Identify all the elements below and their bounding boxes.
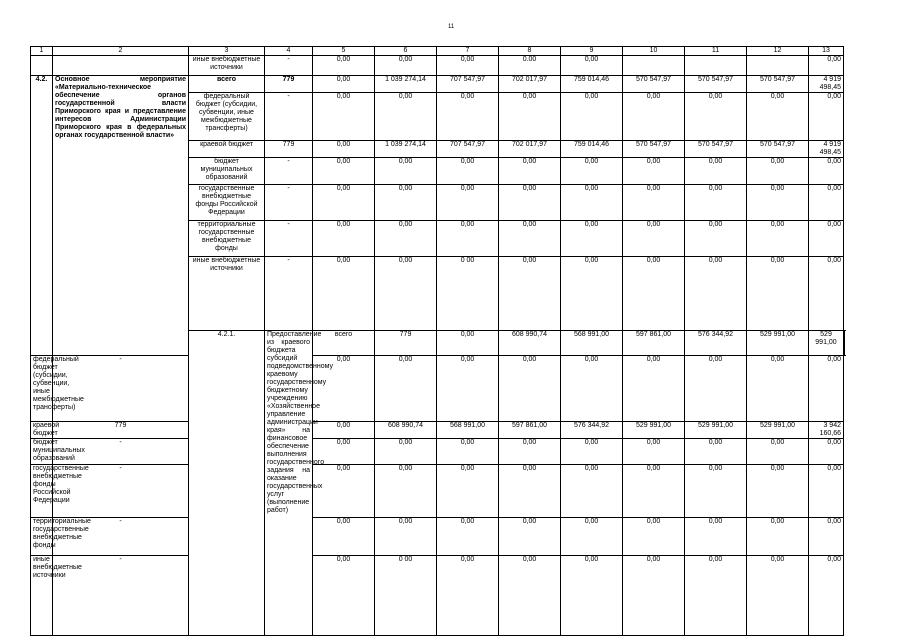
amount-cell: 0,00 [437, 439, 499, 465]
column-number: 9 [561, 47, 623, 56]
budget-code-cell: 779 [375, 331, 437, 356]
budget-code-cell: - [265, 185, 313, 221]
total-amount-cell: 0,00 [809, 356, 844, 422]
table-row [31, 556, 845, 636]
funding-source-cell: краевой бюджет [189, 141, 265, 158]
amount-cell: 0,00 [499, 221, 561, 257]
amount-cell: 0,00 [747, 465, 809, 518]
amount-cell [685, 56, 747, 76]
amount-cell: 0,00 [499, 356, 561, 422]
amount-cell: 576 344,92 [685, 331, 747, 356]
funding-source-cell: федеральный бюджет (субсидии, субвенции, иные межбюджетные трансферты) [31, 356, 53, 422]
amount-cell: 0,00 [685, 158, 747, 185]
amount-cell: 0,00 [375, 158, 437, 185]
amount-cell: 0,00 [437, 185, 499, 221]
amount-cell: 707 547,97 [437, 76, 499, 93]
budget-code-cell: - [53, 556, 189, 636]
amount-cell [623, 56, 685, 76]
amount-cell: 529 991,00 [747, 331, 809, 356]
amount-cell: 0,00 [313, 158, 375, 185]
table-row [31, 56, 845, 76]
amount-cell: 0,00 [375, 221, 437, 257]
column-number: 8 [499, 47, 561, 56]
amount-cell: 529 991,00 [747, 422, 809, 439]
total-amount-cell: 3 942 160,66 [809, 422, 844, 439]
amount-cell: 0,00 [561, 439, 623, 465]
row-number-cell: 4.2.1. [189, 331, 265, 636]
amount-cell: 529 991,00 [623, 422, 685, 439]
amount-cell: 0,00 [437, 56, 499, 76]
amount-cell: 576 344,92 [561, 422, 623, 439]
amount-cell: 0,00 [313, 141, 375, 158]
budget-code-cell: 779 [265, 141, 313, 158]
amount-cell: 0,00 [437, 158, 499, 185]
amount-cell: 0,00 [313, 439, 375, 465]
amount-cell: 570 547,97 [747, 141, 809, 158]
amount-cell: 0,00 [313, 257, 375, 331]
amount-cell: 0,00 [437, 221, 499, 257]
amount-cell: 529 991,00 [685, 422, 747, 439]
amount-cell [747, 56, 809, 76]
budget-code-cell: 779 [53, 422, 189, 439]
table-body [31, 47, 845, 636]
amount-cell: 0,00 [313, 221, 375, 257]
amount-cell: 597 861,00 [623, 331, 685, 356]
amount-cell: 0,00 [561, 556, 623, 636]
amount-cell: 0,00 [747, 356, 809, 422]
amount-cell: 0,00 [499, 93, 561, 141]
column-number: 5 [313, 47, 375, 56]
column-number: 13 [809, 47, 844, 56]
budget-table [30, 46, 845, 636]
amount-cell: 0,00 [747, 556, 809, 636]
amount-cell: 597 861,00 [499, 422, 561, 439]
amount-cell: 0,00 [561, 518, 623, 556]
budget-code-cell: - [265, 257, 313, 331]
amount-cell: 707 547,97 [437, 141, 499, 158]
amount-cell: 0,00 [747, 221, 809, 257]
amount-cell: 0,00 [623, 439, 685, 465]
amount-cell: 0,00 [561, 356, 623, 422]
amount-cell: 0,00 [313, 76, 375, 93]
amount-cell: 0,00 [623, 93, 685, 141]
table-row [31, 518, 845, 556]
amount-cell: 759 014,46 [561, 141, 623, 158]
amount-cell: 608 990,74 [375, 422, 437, 439]
budget-code-cell: 779 [265, 76, 313, 93]
amount-cell: 0,00 [313, 93, 375, 141]
budget-code-cell: - [265, 56, 313, 76]
amount-cell: 570 547,97 [747, 76, 809, 93]
amount-cell: 0,00 [685, 518, 747, 556]
amount-cell: 0,00 [437, 356, 499, 422]
amount-cell: 0,00 [747, 158, 809, 185]
amount-cell: 0,00 [437, 331, 499, 356]
amount-cell: 0,00 [313, 556, 375, 636]
funding-source-cell: иные внебюджетные источники [189, 56, 265, 76]
column-number: 7 [437, 47, 499, 56]
amount-cell: 570 547,97 [623, 141, 685, 158]
total-amount-cell [844, 331, 845, 356]
amount-cell: 568 991,00 [561, 331, 623, 356]
amount-cell: 0,00 [685, 465, 747, 518]
amount-cell: 0,00 [685, 356, 747, 422]
funding-source-cell: краевой бюджет [31, 422, 53, 439]
activity-name-cell: Предоставление из краевого бюджета субсидий подведомственному краевому государственному бюджетному учреждению «Хозяйственное управление администрации края» на финансовое обеспечение выполнения государственного задания на оказание государственных услуг (выполнение работ) [265, 331, 313, 636]
amount-cell: 0,00 [375, 257, 437, 331]
amount-cell: 0,00 [437, 465, 499, 518]
amount-cell: 0,00 [375, 439, 437, 465]
amount-cell: 0,00 [499, 556, 561, 636]
total-amount-cell: 0,00 [809, 185, 844, 221]
amount-cell: 0,00 [437, 93, 499, 141]
amount-cell: 0,00 [375, 185, 437, 221]
amount-cell: 0,00 [375, 465, 437, 518]
amount-cell: 0,00 [313, 422, 375, 439]
amount-cell: 0,00 [561, 56, 623, 76]
table-row [31, 439, 845, 465]
amount-cell: 0,00 [623, 257, 685, 331]
table-row [31, 422, 845, 439]
budget-code-cell: - [53, 439, 189, 465]
budget-code-cell: - [53, 356, 189, 422]
amount-cell: 0,00 [623, 356, 685, 422]
amount-cell: 702 017,97 [499, 141, 561, 158]
table-row [31, 76, 845, 93]
amount-cell: 0,00 [623, 185, 685, 221]
activity-name-cell: Основное мероприятие «Материально-техническое обеспечение органов государственной власти Приморского края и представление интересов Администрации Приморского края в федеральных органах государственной власти» [53, 76, 189, 356]
budget-code-cell: - [265, 93, 313, 141]
budget-code-cell: - [265, 158, 313, 185]
amount-cell: 568 991,00 [437, 422, 499, 439]
amount-cell: 759 014,46 [561, 76, 623, 93]
amount-cell: 0,00 [561, 257, 623, 331]
amount-cell: 0,00 [561, 185, 623, 221]
amount-cell: 0,00 [561, 221, 623, 257]
amount-cell: 0,00 [375, 518, 437, 556]
column-number: 10 [623, 47, 685, 56]
total-amount-cell: 0,00 [809, 556, 844, 636]
amount-cell: 0,00 [561, 465, 623, 518]
amount-cell: 0,00 [313, 356, 375, 422]
amount-cell: 0 00 [375, 556, 437, 636]
amount-cell: 529 991,00 [809, 331, 844, 356]
amount-cell: 0,00 [685, 556, 747, 636]
amount-cell: 0,00 [561, 158, 623, 185]
amount-cell: 0,00 [623, 221, 685, 257]
budget-code-cell: - [265, 221, 313, 257]
total-amount-cell: 0,00 [809, 158, 844, 185]
amount-cell: 0,00 [623, 518, 685, 556]
amount-cell: 0,00 [685, 439, 747, 465]
amount-cell: 0,00 [499, 158, 561, 185]
column-number: 1 [31, 47, 53, 56]
amount-cell: 0,00 [747, 257, 809, 331]
total-amount-cell: 0,00 [809, 221, 844, 257]
column-number: 3 [189, 47, 265, 56]
funding-source-cell: всего [313, 331, 375, 356]
budget-code-cell: - [53, 518, 189, 556]
budget-code-cell: - [53, 465, 189, 518]
amount-cell: 1 039 274,14 [375, 76, 437, 93]
amount-cell: 0,00 [437, 518, 499, 556]
funding-source-cell: иные внебюджетные источники [31, 556, 53, 636]
amount-cell: 0,00 [747, 93, 809, 141]
amount-cell: 570 547,97 [623, 76, 685, 93]
column-number-row [31, 47, 845, 56]
funding-source-cell: бюджет муниципальных образований [31, 439, 53, 465]
amount-cell: 0,00 [685, 257, 747, 331]
amount-cell: 0.00 [499, 56, 561, 76]
column-number: 4 [265, 47, 313, 56]
amount-cell: 0,00 [747, 439, 809, 465]
amount-cell: 0,00 [685, 185, 747, 221]
amount-cell: 0,00 [499, 439, 561, 465]
table-row [31, 356, 845, 422]
amount-cell: 0,00 [561, 93, 623, 141]
funding-source-cell: бюджет муниципальных образований [189, 158, 265, 185]
amount-cell: 0,00 [499, 518, 561, 556]
funding-source-cell: федеральный бюджет (субсидии, субвенции, иные межбюджетные трансферты) [189, 93, 265, 141]
amount-cell: 0,00 [623, 465, 685, 518]
funding-source-cell: государственные внебюджетные фонды Российской Федерации [189, 185, 265, 221]
amount-cell: 0,00 [499, 465, 561, 518]
total-amount-cell: 0,00 [809, 56, 844, 76]
amount-cell: 0,00 [313, 185, 375, 221]
amount-cell: 0,00 [747, 185, 809, 221]
total-amount-cell: 0,00 [809, 257, 844, 331]
total-amount-cell: 4 919 498,45 [809, 141, 844, 158]
row-number-cell [31, 56, 53, 76]
activity-name-cell [53, 56, 189, 76]
amount-cell: 0,00 [375, 56, 437, 76]
amount-cell: 0,00 [375, 93, 437, 141]
funding-source-cell: территориальные государственные внебюджетные фонды [189, 221, 265, 257]
column-number: 12 [747, 47, 809, 56]
amount-cell: 0,00 [313, 56, 375, 76]
amount-cell: 570 547,97 [685, 141, 747, 158]
amount-cell: 0,00 [623, 158, 685, 185]
total-amount-cell: 0,00 [809, 93, 844, 141]
total-amount-cell: 0,00 [809, 465, 844, 518]
page-number: 11 [448, 24, 455, 30]
amount-cell: 0,00 [499, 185, 561, 221]
amount-cell: 0,00 [313, 518, 375, 556]
funding-source-cell: иные внебюджетные источники [189, 257, 265, 331]
amount-cell: 570 547,97 [685, 76, 747, 93]
amount-cell: 0,00 [685, 221, 747, 257]
amount-cell: 0,00 [747, 518, 809, 556]
amount-cell: 608 990,74 [499, 331, 561, 356]
funding-source-cell: всего [189, 76, 265, 93]
amount-cell: 702 017,97 [499, 76, 561, 93]
funding-source-cell: государственные внебюджетные фонды Российской Федерации [31, 465, 53, 518]
table-row [31, 465, 845, 518]
amount-cell: 0,00 [437, 556, 499, 636]
total-amount-cell: 0,00 [809, 439, 844, 465]
row-number-cell: 4.2. [31, 76, 53, 356]
amount-cell: 0,00 [375, 356, 437, 422]
amount-cell: 0,00 [623, 556, 685, 636]
column-number: 11 [685, 47, 747, 56]
amount-cell: 0,00 [685, 93, 747, 141]
amount-cell: 0,00 [313, 465, 375, 518]
column-number: 2 [53, 47, 189, 56]
total-amount-cell: 0,00 [809, 518, 844, 556]
total-amount-cell: 4 919 498,45 [809, 76, 844, 93]
column-number: 6 [375, 47, 437, 56]
amount-cell: 1 039 274,14 [375, 141, 437, 158]
funding-source-cell: территориальные государственные внебюджетные фонды [31, 518, 53, 556]
amount-cell: 0 00 [437, 257, 499, 331]
amount-cell: 0,00 [499, 257, 561, 331]
